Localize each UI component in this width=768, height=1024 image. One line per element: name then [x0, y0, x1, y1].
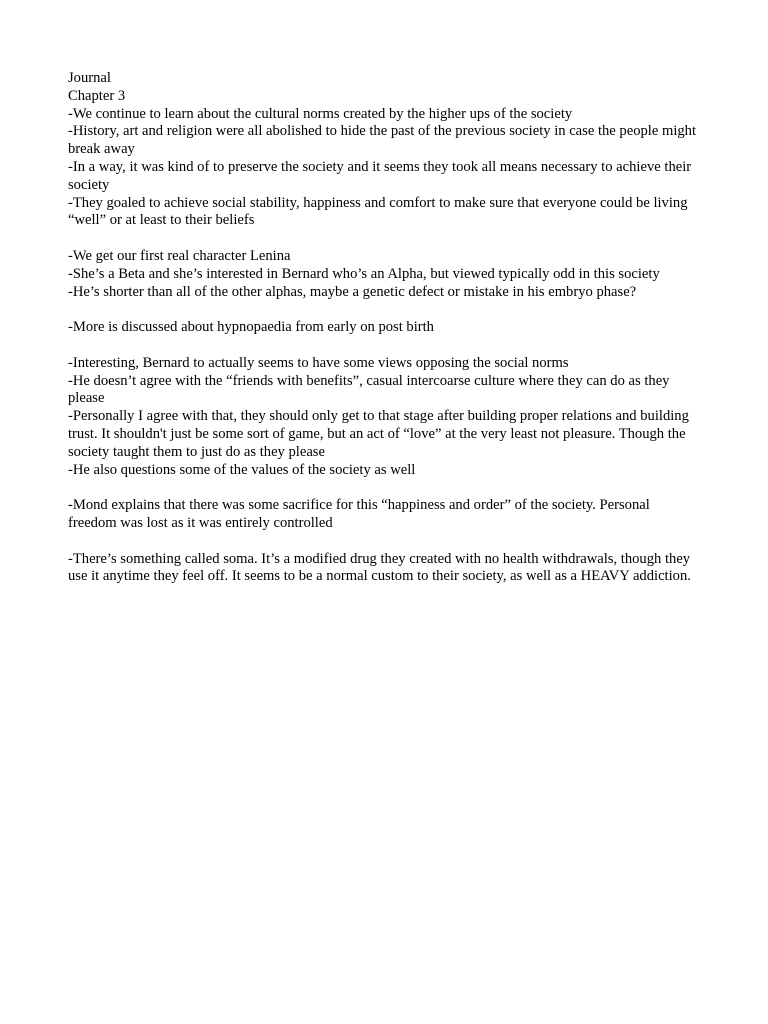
paragraph-spacer	[68, 337, 698, 355]
document-body	[68, 70, 698, 586]
paragraph-spacer	[68, 230, 698, 248]
note-line: -We continue to learn about the cultural norms created by the higher ups of the society	[68, 105, 573, 122]
note-line: -Personally I agree with that, they should only get to that stage after building proper relations and building trust. It shouldn't just be some sort of game, but an act of “love” at the very least not pleasure. Though the society taught them to just do as they please	[68, 408, 689, 460]
document-title: Journal	[68, 70, 111, 86]
note-line: -He also questions some of the values of the society as well	[68, 461, 416, 478]
paragraph-spacer	[68, 479, 698, 497]
note-line: -We get our first real character Lenina	[68, 247, 291, 264]
note-line: -There’s something called soma. It’s a modified drug they created with no health withdrawals, though they use it anytime they feel off. It seems to be a normal custom to their society, as well as a HEAVY addiction.	[68, 550, 691, 585]
note-line: -They goaled to achieve social stability, happiness and comfort to make sure that everyone could be living “well” or at least to their beliefs	[68, 194, 688, 229]
note-line: -He doesn’t agree with the “friends with benefits”, casual intercoarse culture where they can do as they please	[68, 372, 670, 407]
paragraph-spacer	[68, 533, 698, 551]
chapter-heading: Chapter 3	[68, 87, 126, 104]
note-line: -Mond explains that there was some sacrifice for this “happiness and order” of the society. Personal freedom was lost as it was entirely controlled	[68, 497, 650, 531]
note-line: -In a way, it was kind of to preserve the society and it seems they took all means necessary to achieve their society	[68, 158, 692, 193]
note-line: -He’s shorter than all of the other alphas, maybe a genetic defect or mistake in his embryo phase?	[68, 283, 637, 300]
paragraph-spacer	[68, 301, 698, 319]
note-line: -She’s a Beta and she’s interested in Bernard who’s an Alpha, but viewed typically odd in this society	[68, 265, 660, 282]
note-line: -More is discussed about hypnopaedia from early on post birth	[68, 319, 434, 336]
note-line: -Interesting, Bernard to actually seems to have some views opposing the social norms	[68, 354, 569, 371]
note-line: -History, art and religion were all abolished to hide the past of the previous society in case the people might break away	[68, 123, 697, 158]
